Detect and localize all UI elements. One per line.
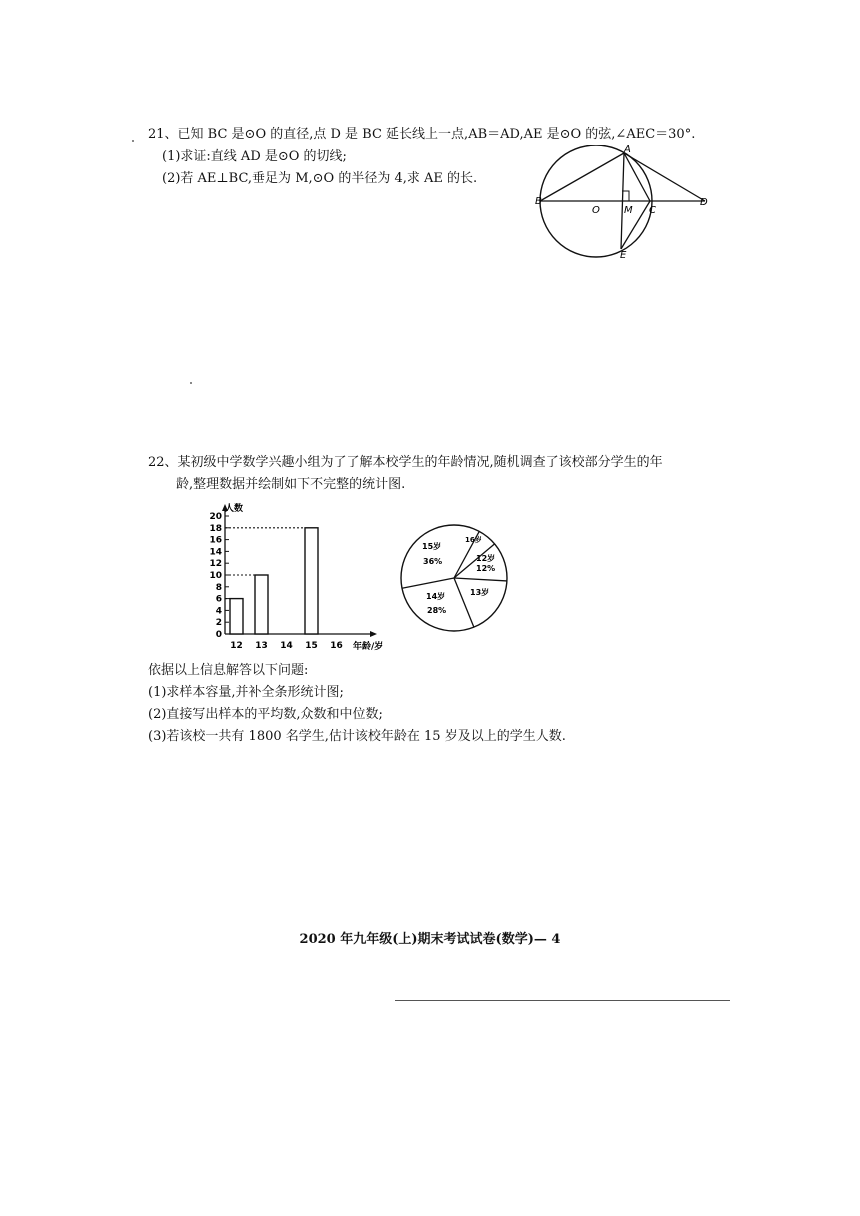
circle-geometry-figure [535,145,715,260]
x-tick-label: 15 [305,641,318,651]
age-bar-chart [195,498,395,656]
x-tick-label: 12 [230,641,243,651]
y-tick-label: 0 [215,630,222,640]
bar [230,599,243,634]
label-c: C [649,205,656,216]
page-footer: 2020 年九年级(上)期末考试试卷(数学)— 4 [299,932,561,947]
question-22-part-2: (2)直接写出样本的平均数,众数和中位数; [148,707,383,722]
y-tick-label: 18 [209,523,222,534]
pie-percent-15: 36% [423,557,443,566]
pie-label-12: 12岁 [476,554,496,563]
x-axis-arrow [370,631,377,637]
pie-percent-12: 12% [476,564,496,573]
question-22-intro: 依据以上信息解答以下问题: [148,663,309,678]
y-tick-label: 20 [209,512,222,522]
question-22-part-3: (3)若该校一共有 1800 名学生,估计该校年龄在 15 岁及以上的学生人数. [148,729,566,744]
question-21-part-1: (1)求证:直线 AD 是⊙O 的切线; [162,149,347,164]
question-21-stem: 21、已知 BC 是⊙O 的直径,点 D 是 BC 延长线上一点,AB＝AD,AE 是⊙O 的弦,∠AEC＝30°. [148,127,696,142]
y-axis-label: 人数 [225,504,244,514]
x-axis-label: 年龄/岁 [353,642,384,652]
y-tick-label: 8 [215,582,222,593]
segment-ad [624,153,705,201]
bar [255,575,268,634]
x-tick-label: 14 [280,641,293,651]
y-tick-label: 6 [215,594,222,605]
label-e: E [620,250,627,260]
pie-label-15: 15岁 [422,542,442,551]
y-tick-label: 2 [215,618,222,629]
label-b: B [535,196,542,207]
y-tick-label: 14 [209,547,222,558]
age-pie-chart [398,522,510,634]
question-22-stem-line-2: 龄,整理数据并绘制如下不完整的统计图. [176,477,406,492]
question-22-stem-line-1: 22、某初级中学数学兴趣小组为了了解本校学生的年龄情况,随机调查了该校部分学生的年 [148,455,663,470]
pie-label-13: 13岁 [470,588,490,597]
question-22-parts [148,660,566,748]
label-m: M [624,205,633,216]
y-tick-label: 4 [215,606,222,617]
bottom-rule [395,1000,730,1001]
y-tick-label: 12 [209,559,222,570]
scan-speck [132,140,134,142]
bar [305,528,318,634]
label-o: O [592,205,600,216]
pie-label-16: 16岁 [465,536,482,544]
pie-label-14: 14岁 [426,592,446,601]
question-22-part-1: (1)求样本容量,并补全条形统计图; [148,685,344,700]
segment-ab [540,153,624,201]
label-d: D [700,197,708,208]
pie-percent-14: 28% [427,606,447,615]
y-tick-label: 10 [209,571,222,581]
label-a: A [624,145,631,155]
x-tick-label: 16 [330,641,343,651]
scan-speck [190,382,192,384]
y-tick-label: 16 [209,535,222,546]
x-tick-label: 13 [255,641,268,651]
question-22 [148,452,663,496]
question-21-part-2: (2)若 AE⊥BC,垂足为 M,⊙O 的半径为 4,求 AE 的长. [162,171,478,186]
